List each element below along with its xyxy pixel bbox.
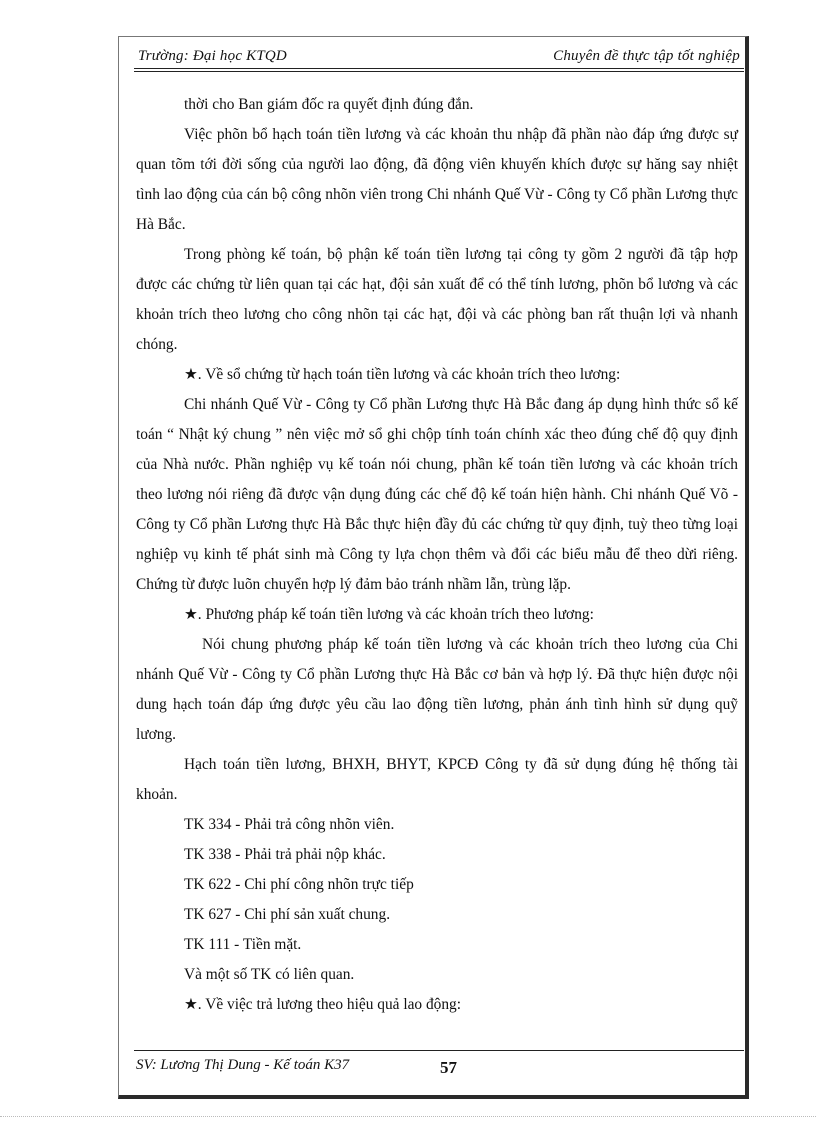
header-rule-double xyxy=(134,71,744,72)
paragraph: Và một số TK có liên quan. xyxy=(184,966,355,983)
paragraph: thời cho Ban giám đốc ra quyết định đúng đắn. xyxy=(184,96,474,113)
header-school: Trường: Đại học KTQD xyxy=(138,48,287,64)
header-title: Chuyên đề thực tập tốt nghiệp xyxy=(553,48,740,64)
paragraph: Việc phõn bổ hạch toán tiền lương và các khoản thu nhập đã phần nào đáp ứng được sự quan tõm tới đời sống của người lao động, đã động viên khuyến khích được sự hăng say nhiệt tình lao động của cán bộ công nhõn viên trong Chi nhánh Quế Vừ - Công ty Cổ phần Lương thực Hà Bắc. xyxy=(136,126,738,233)
paragraph: Trong phòng kế toán, bộ phận kế toán tiền lương tại công ty gồm 2 người đã tập hợp được các chứng từ liên quan tại các hạt, đội sản xuất để có thể tính lương, phõn bổ lương và các khoản trích theo lương cho công nhõn tại các hạt, đội và các phòng ban rất thuận lợi và nhanh chóng. xyxy=(136,246,738,353)
page-header xyxy=(134,48,744,70)
account-item: TK 338 - Phải trả phải nộp khác. xyxy=(184,846,386,863)
account-item: TK 622 - Chi phí công nhõn trực tiếp xyxy=(184,876,414,893)
page-number: 57 xyxy=(440,1058,457,1077)
account-item: TK 111 - Tiền mặt. xyxy=(184,936,302,953)
account-item: TK 334 - Phải trả công nhõn viên. xyxy=(184,816,395,833)
section-heading: ★. Về sổ chứng từ hạch toán tiền lương và các khoản trích theo lương: xyxy=(184,366,621,383)
section-heading: ★. Phương pháp kế toán tiền lương và các khoản trích theo lương: xyxy=(184,606,594,623)
footer-student: SV: Lương Thị Dung - Kế toán K37 xyxy=(136,1057,350,1073)
paragraph: Chi nhánh Quế Vừ - Công ty Cổ phần Lương thực Hà Bắc đang áp dụng hình thức sổ kế toán “ Nhật ký chung ” nên việc mở sổ ghi chộp tính toán chính xác theo đúng chế độ quy định của Nhà nước. Phần nghiệp vụ kế toán nói chung, phần kế toán tiền lương và các khoản trích theo lương nói riêng đã được vận dụng đúng các chế độ kế toán hiện hành. Chi nhánh Quế Võ - Công ty Cổ phần Lương thực Hà Bắc thực hiện đầy đủ các chứng từ quy định, tuỳ theo từng loại nghiệp vụ kinh tế phát sinh mà Công ty lựa chọn thêm và đổi các biểu mẫu để theo dừi riêng. Chứng từ được luõn chuyển hợp lý đảm bảo tránh nhầm lẫn, trùng lặp. xyxy=(136,396,738,593)
paragraph: Nói chung phương pháp kế toán tiền lương và các khoản trích theo lương của Chi nhánh Quế Vừ - Công ty Cổ phần Lương thực Hà Bắc cơ bản và hợp lý. Đã thực hiện được nội dung hạch toán đáp ứng được yêu cầu lao động tiền lương, phản ánh tình hình sử dụng quỹ lương. xyxy=(136,636,738,743)
header-rule xyxy=(134,68,744,69)
document-body xyxy=(136,90,738,1020)
account-item: TK 627 - Chi phí sản xuất chung. xyxy=(184,906,391,923)
footer-rule xyxy=(134,1050,744,1051)
page-bottom-dotted-line xyxy=(0,1116,816,1117)
section-heading: ★. Về việc trả lương theo hiệu quả lao động: xyxy=(184,996,462,1013)
paragraph: Hạch toán tiền lương, BHXH, BHYT, KPCĐ Công ty đã sử dụng đúng hệ thống tài khoản. xyxy=(136,756,738,803)
